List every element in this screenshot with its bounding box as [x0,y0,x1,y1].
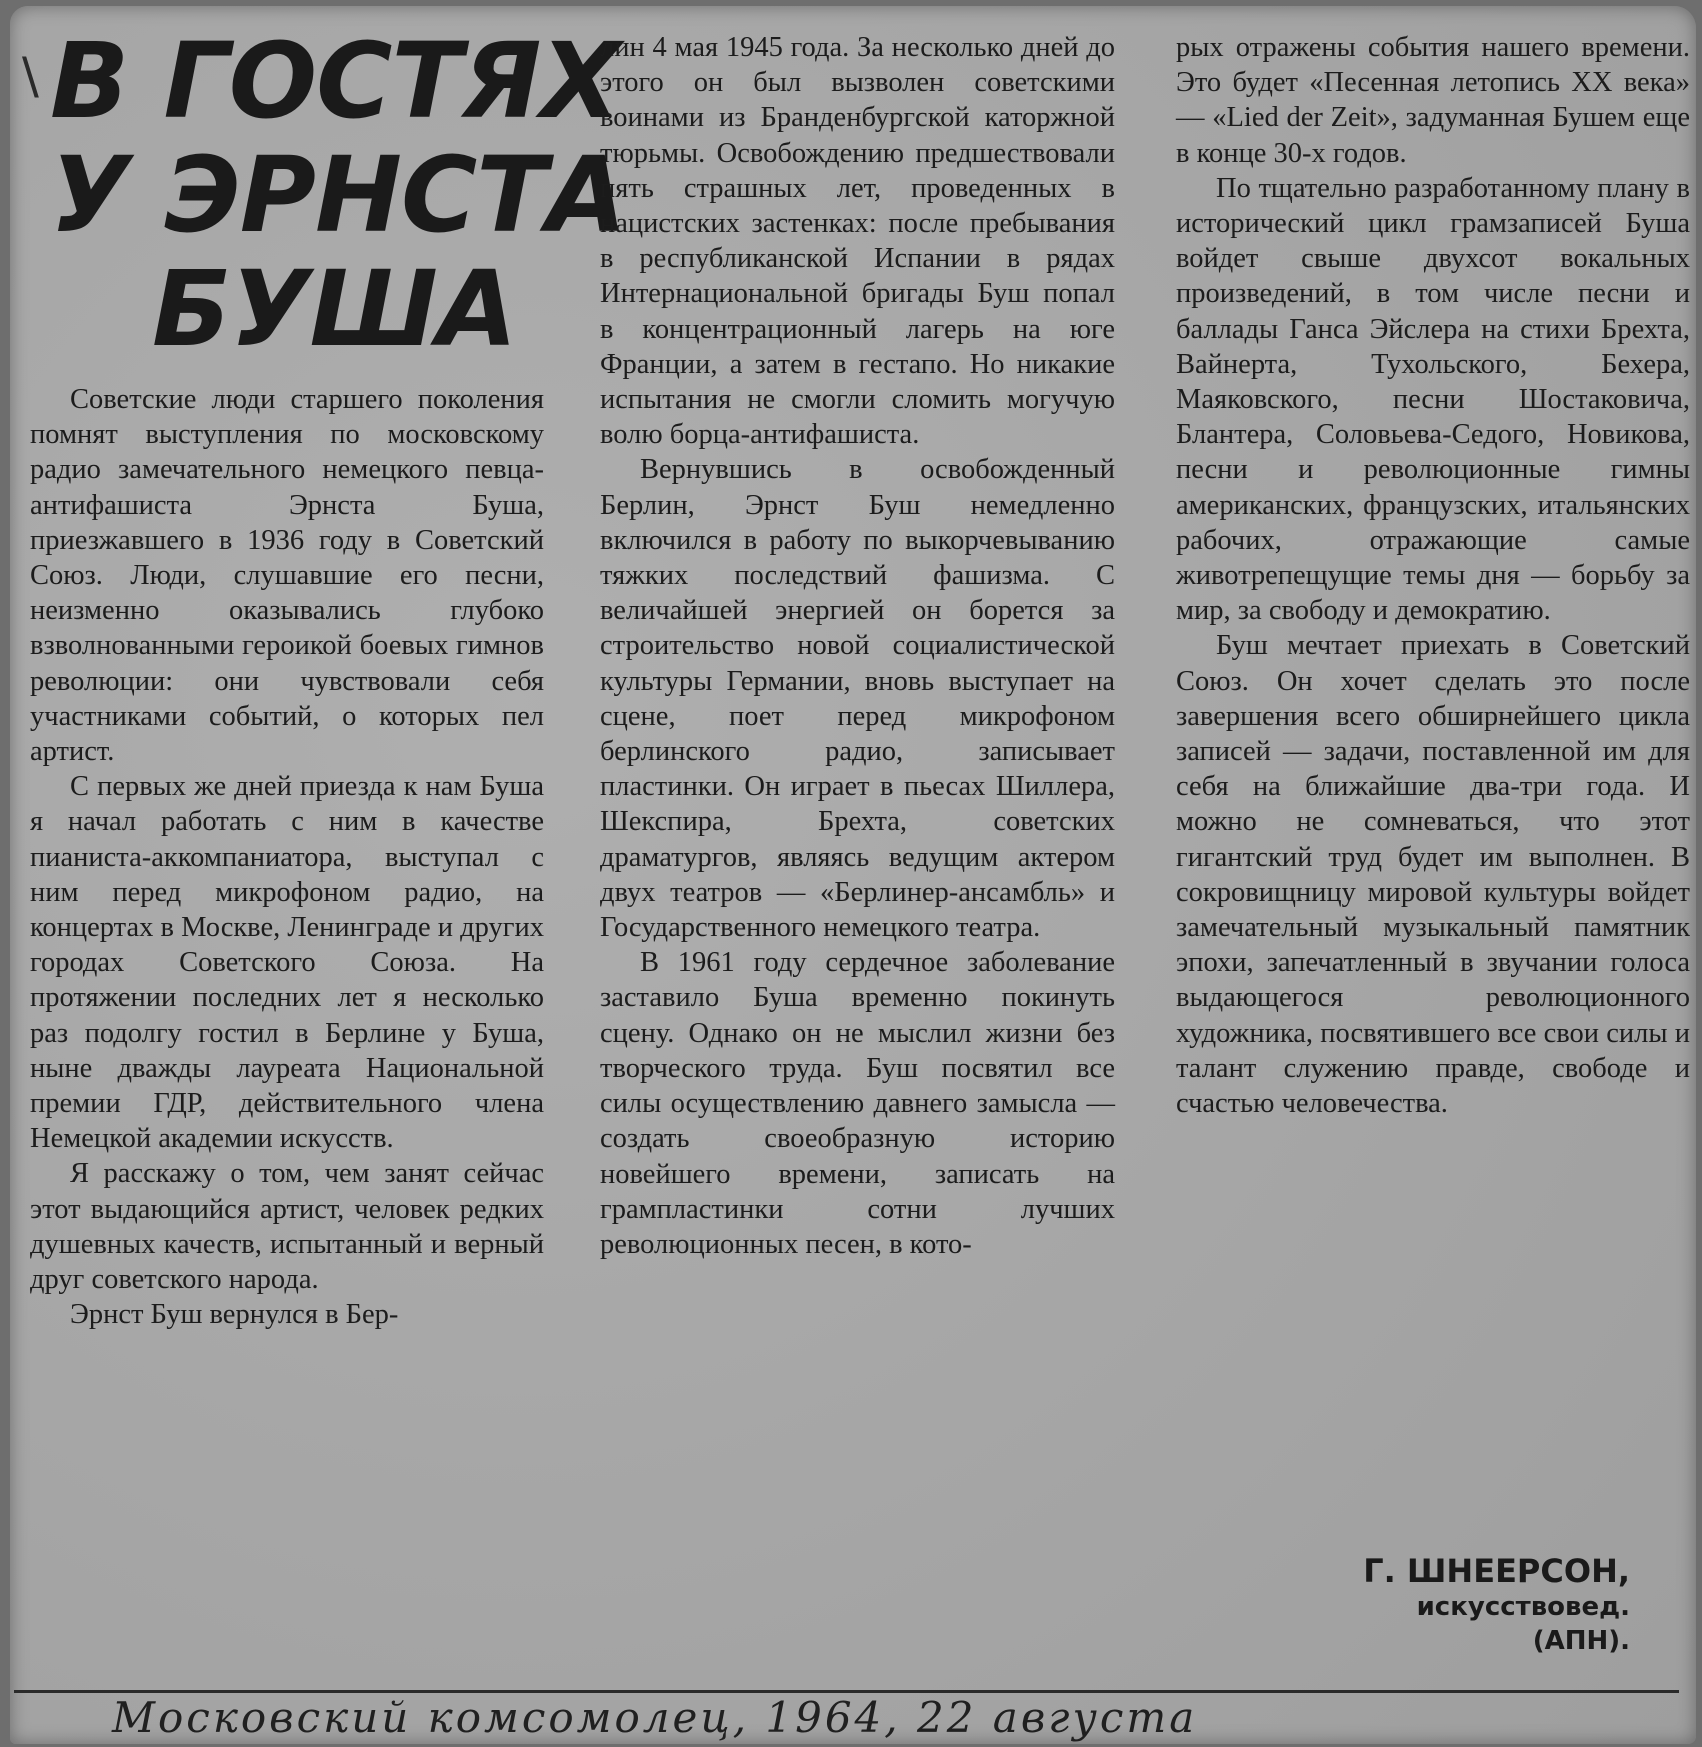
article-headline [50,20,626,370]
article-column-3 [1176,30,1690,1121]
paragraph: Эрнст Буш вернулся в Бер- [70,1299,399,1331]
headline-line-1: В ГОСТЯХ [50,20,620,142]
article-column-1 [30,382,544,1332]
paragraph: рых отражены события нашего времени. Это будет «Песенная летопись XX века» — «Lied der Zeit», задуманная Бушем еще в конце 30-х годов. [1176,32,1690,169]
margin-pencil-mark: \ [22,47,39,105]
article-column-2 [600,30,1115,1262]
paragraph: В 1961 году сердечное заболевание заставило Буша временно покинуть сцену. Однако он не мыслил жизни без творческого труда. Буш посвятил все силы осуществлению давнего замысла — создать своеобразную историю новейшего времени, записать на грампластинки сотни лучших революционных песен, в кото- [600,947,1115,1260]
paragraph: По тщательно разработанному плану в исторический цикл грамзаписей Буша войдет свыше двухсот вокальных произведений, в том числе песни и баллады Ганса Эйслера на стихи Брехта, Вайнерта, Тухольского, Бехера, Маяковского, песни Шостаковича, Блантера, Соловьева-Седого, Новикова, песни и революционные гимны американских, французских, итальянских рабочих, отражающие самые животрепещущие темы дня — борьбу за мир, за свободу и демократию. [1176,172,1690,627]
paragraph: Вернувшись в освобожденный Берлин, Эрнст Буш немедленно включился в работу по выкорчевыванию тяжких последствий фашизма. С величайшей энергией он борется за строительство новой социалистической культуры Германии, вновь выступает на сцене, поет перед микрофоном берлинского радио, записывает пластинки. Он играет в пьесах Шиллера, Шекспира, Брехта, советских драматургов, являясь ведущим актером двух театров — «Берлинер-ансамбль» и Государственного немецкого театра. [600,454,1115,944]
author-role: искусствовед. [1416,1592,1630,1622]
handwritten-source-note: Московский комсомолец, 1964, 22 августа [112,1693,1198,1742]
news-agency: (АПН). [1532,1626,1630,1656]
paragraph: С первых же дней приезда к нам Буша я начал работать с ним в качестве пианиста-аккомпаниатора, выступал с ним перед микрофоном радио, на концертах в Москве, Ленинграде и других городах Советского Союза. На протяжении последних лет я несколько раз подолгу гостил в Берлине у Буша, ныне дважды лауреата Национальной премии ГДР, действительного члена Немецкой академии искусств. [30,771,544,1155]
paragraph: Советские люди старшего поколения помнят выступления по московскому радио замечательного немецкого певца-антифашиста Эрнста Буша, приезжавшего в 1936 году в Советский Союз. Люди, слушавшие его песни, неизменно оказывались глубоко взволнованными героикой боевых гимнов революции: они чувствовали себя участниками событий, о которых пел артист. [30,384,544,768]
paragraph: Буш мечтает приехать в Советский Союз. Он хочет сделать это после завершения всего обширнейшего цикла записей — задачи, поставленной им для себя на ближайшие два-три года. И можно не сомневаться, что этот гигантский труд будет им выполнен. В сокровищницу мировой культуры войдет замечательный музыкальный памятник эпохи, запечатленный в звучании голоса выдающегося революционного художника, посвятившего все свои силы и талант служению правде, свободе и счастью человечества. [1176,630,1690,1120]
paragraph: Я расскажу о том, чем занят сейчас этот выдающийся артист, человек редких душевных качеств, испытанный и верный друг советского народа. [30,1158,544,1296]
headline-line-2: У ЭРНСТА [50,134,626,256]
newspaper-clipping [10,6,1696,1744]
author-signature [1130,1552,1630,1658]
author-name: Г. ШНЕЕРСОН, [1363,1552,1630,1590]
paragraph: лин 4 мая 1945 года. За несколько дней до этого он был вызволен советскими воинами из Бранденбургской каторжной тюрьмы. Освобождению предшествовали пять страшных лет, проведенных в нацистских застенках: после пребывания в республиканской Испании в рядах Интернациональной бригады Буш попал в концентрационный лагерь на юге Франции, а затем в гестапо. Но никакие испытания не смогли сломить могучую волю борца-антифашиста. [600,32,1115,451]
headline-line-3: БУША [152,248,517,370]
